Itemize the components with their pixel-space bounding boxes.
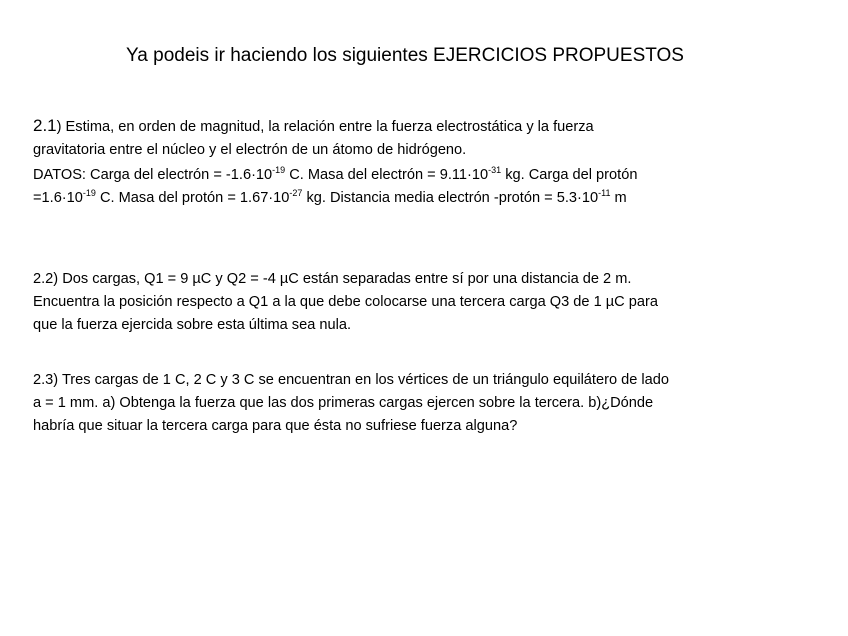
exercise-2-2 xyxy=(33,268,658,337)
slide-title: Ya podeis ir haciendo los siguientes EJERCICIOS PROPUESTOS xyxy=(126,45,684,66)
exponent: -19 xyxy=(82,188,96,198)
exercise-2-3-line-2: a = 1 mm. a) Obtenga la fuerza que las dos primeras cargas ejercen sobre la tercera. b)¿Dónde xyxy=(33,395,654,411)
exercise-2-1-statement-line-2: gravitatoria entre el núcleo y el electrón de un átomo de hidrógeno. xyxy=(33,142,467,158)
datos-proton-mass: C. Masa del protón = 1.67·10 xyxy=(95,190,290,206)
exponent: -31 xyxy=(488,165,502,175)
exercise-2-3-line-1: 2.3) Tres cargas de 1 C, 2 C y 3 C se encuentran en los vértices de un triángulo equilátero de lado xyxy=(33,372,670,388)
exercise-2-1-statement-line-1 xyxy=(33,114,637,139)
exponent: -19 xyxy=(272,165,286,175)
datos-electron-charge: DATOS: Carga del electrón = -1.6·10 xyxy=(33,167,273,183)
exercise-2-2-line-3: que la fuerza ejercida sobre esta última sea nula. xyxy=(33,317,352,333)
exercise-2-1-datos-line-2 xyxy=(33,187,637,210)
datos-distance-unit: m xyxy=(610,190,627,206)
datos-electron-mass: C. Masa del electrón = 9.11·10 xyxy=(285,167,489,183)
exercise-2-2-line-2: Encuentra la posición respecto a Q1 a la que debe colocarse una tercera carga Q3 de 1 µC para xyxy=(33,294,658,310)
exercise-2-1-text: ) Estima, en orden de magnitud, la relación entre la fuerza electrostática y la fuerza xyxy=(56,119,594,135)
datos-proton-charge-label: kg. Carga del protón xyxy=(501,167,638,183)
exponent: -11 xyxy=(598,188,611,198)
exponent: -27 xyxy=(289,188,303,198)
exercise-2-1-number: 2.1 xyxy=(33,116,57,135)
exercise-2-2-line-1: 2.2) Dos cargas, Q1 = 9 µC y Q2 = -4 µC están separadas entre sí por una distancia de 2 m. xyxy=(33,271,632,287)
exercise-2-3 xyxy=(33,369,669,438)
datos-proton-charge: =1.6·10 xyxy=(33,190,83,206)
exercise-2-1-datos-line-1 xyxy=(33,164,637,187)
exercise-2-3-line-3: habría que situar la tercera carga para que ésta no sufriese fuerza alguna? xyxy=(33,418,518,434)
datos-distance: kg. Distancia media electrón -protón = 5.3·10 xyxy=(302,190,599,206)
exercise-2-1 xyxy=(33,114,637,210)
